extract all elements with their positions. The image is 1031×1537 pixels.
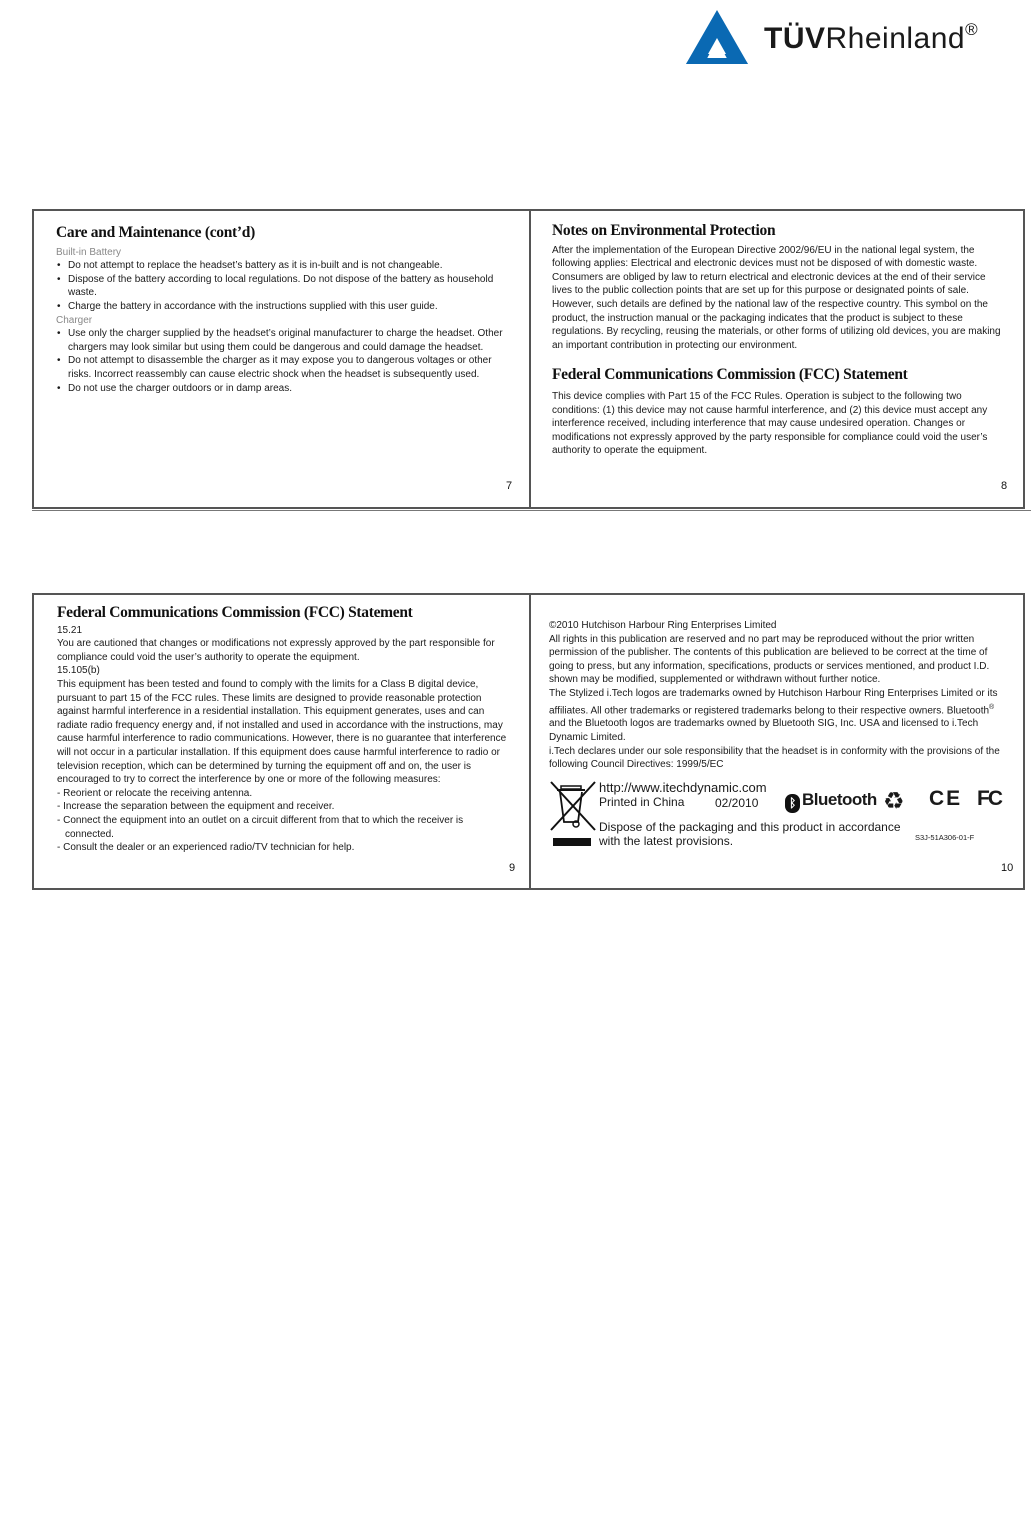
page-divider — [529, 211, 531, 507]
section-ref: 15.21 — [57, 624, 83, 636]
bluetooth-logo: ᛒ Bluetooth — [785, 793, 877, 813]
measures-list — [57, 787, 507, 855]
recycle-icon: ♻ — [883, 787, 905, 815]
page-number: 9 — [509, 862, 516, 874]
print-date: 02/2010 — [715, 795, 759, 810]
declaration-text: i.Tech declares under our sole responsibility that the headset is in conformity with the provisions of the following Council Directives: 1999/5/EC — [549, 745, 1000, 771]
charger-list — [56, 327, 506, 395]
page-10 — [549, 595, 1014, 888]
tuv-triangle-icon — [682, 8, 752, 66]
fcc-mark: FC — [977, 786, 1001, 810]
list-item: • Do not attempt to disassemble the charger as it may expose you to dangerous voltages or other risks. Incorrect reassembly can cause electric shock when the headset is subsequently used. — [56, 354, 506, 381]
fcc-title: Federal Communications Commission (FCC) Statement — [552, 366, 908, 384]
sheet-pages-9-10 — [32, 593, 1025, 890]
env-text: After the implementation of the European Directive 2002/96/EU in the national legal system, the following applies: Electrical and electronic devices must not be disposed of with domestic waste. Consumers are obliged by law to return electrical and electronic devices at the end of their service lives to the public collection points that are set up for this purpose or designated points of sale. However, such details are defined by the national law of the respective country. This symbol on the product, the instruction manual or the packaging indicates that the product is subject to these regulations. By recycling, reusing the materials, or other forms of utilizing old devices, you are making an important contribution in protecting our environment. — [552, 244, 1001, 351]
dispose-text: Dispose of the packaging and this product in accordance with the latest provisions. — [599, 819, 901, 848]
printed-in: Printed in China — [599, 794, 685, 809]
copyright: ©2010 Hutchison Harbour Ring Enterprises Limited — [549, 620, 777, 631]
sheet-underline — [32, 510, 1031, 511]
list-item: - Connect the equipment into an outlet on a circuit different from that to which the receiver is connected. — [57, 814, 464, 840]
list-item: • Dispose of the battery according to local regulations. Do not dispose of the battery as household waste. — [56, 273, 506, 300]
website-url: http://www.itechdynamic.com — [599, 779, 767, 795]
battery-list — [56, 259, 506, 313]
page-7-title: Care and Maintenance (cont’d) — [56, 224, 255, 241]
list-item: • Do not attempt to replace the headset’s battery as it is in-built and is not changeable. — [56, 259, 506, 273]
section-ref: 15.105(b) — [57, 665, 100, 677]
page-number: 7 — [506, 480, 513, 492]
rights-text: All rights in this publication are reserved and no part may be reproduced without the prior written permission of the publisher. The contents of this publication are believed to be correct at the time of going to press, but any information, specifications, products or services mentioned, and product I.D. shown may be modified, supplemented or withdrawn without further notice. — [549, 633, 990, 686]
bluetooth-icon: ᛒ — [785, 794, 800, 813]
list-item: • Do not use the charger outdoors or in damp areas. — [56, 382, 506, 396]
tuv-rheinland-logo — [682, 8, 1012, 68]
fcc-text: This device complies with Part 15 of the FCC Rules. Operation is subject to the following two conditions: (1) this device may not cause harmful interference, and (2) this device must accept any interference received, including interference that may cause undesired operation. Changes or modifications not expressly approved by the party responsible for compliance could void the user’s authority to operate the equipment. — [552, 390, 988, 457]
list-item: - Consult the dealer or an experienced radio/TV technician for help. — [57, 842, 355, 854]
compliance-marks — [549, 778, 1001, 848]
list-item: - Increase the separation between the equipment and receiver. — [57, 801, 335, 813]
sheet-pages-7-8 — [32, 209, 1025, 509]
page-9 — [57, 595, 516, 888]
env-title: Notes on Environmental Protection — [552, 222, 776, 239]
brand-name: TÜVRheinland® — [764, 20, 979, 55]
page-divider — [529, 595, 531, 888]
list-item: • Charge the battery in accordance with the instructions supplied with this user guide. — [56, 300, 506, 314]
page-number: 10 — [1001, 862, 1014, 874]
product-code: S3J-51A306-01-F — [915, 832, 975, 842]
weee-crossed-bin-icon — [549, 780, 597, 848]
page-number: 8 — [1001, 480, 1008, 492]
list-item: - Reorient or relocate the receiving antenna. — [57, 787, 253, 799]
page-9-title: Federal Communications Commission (FCC) Statement — [57, 604, 413, 621]
charger-heading: Charger — [56, 314, 93, 326]
fcc-15-105-text: This equipment has been tested and found to comply with the limits for a Class B digital device, pursuant to part 15 of the FCC rules. These limits are designed to provide reasonable protection against harmful interference in a residential installation. This equipment generates, uses and can radiate radio frequency energy and, if not installed and used in accordance with the instructions, may cause harmful interference to radio communications. However, there is no guarantee that interference will not occur in a particular installation. If this equipment does cause harmful interference to radio or television reception, which can be determined by turning the equipment off and on, the user is encouraged to try to correct the interference by one or more of the following measures: — [57, 678, 507, 786]
page-8 — [552, 211, 1008, 507]
trademarks-text: The Stylized i.Tech logos are trademarks owned by Hutchison Harbour Ring Enterprises Limited or its affiliates. All other trademarks or registered trademarks belong to their respective owners. Bluetooth® and the Bluetooth logos are trademarks owned by Bluetooth SIG, Inc. USA and licensed to i.Tech Dynamic Limited. — [549, 687, 998, 744]
list-item: • Use only the charger supplied by the headset’s original manufacturer to charge the headset. Other chargers may look similar but using them could be dangerous and could damage the headset. — [56, 327, 506, 354]
ce-mark: CE — [929, 786, 963, 810]
battery-heading: Built-in Battery — [56, 246, 122, 258]
fcc-15-21-text: You are cautioned that changes or modifications not expressly approved by the part responsible for compliance could void the user’s authority to operate the equipment. — [57, 638, 495, 663]
page-7 — [56, 211, 513, 507]
